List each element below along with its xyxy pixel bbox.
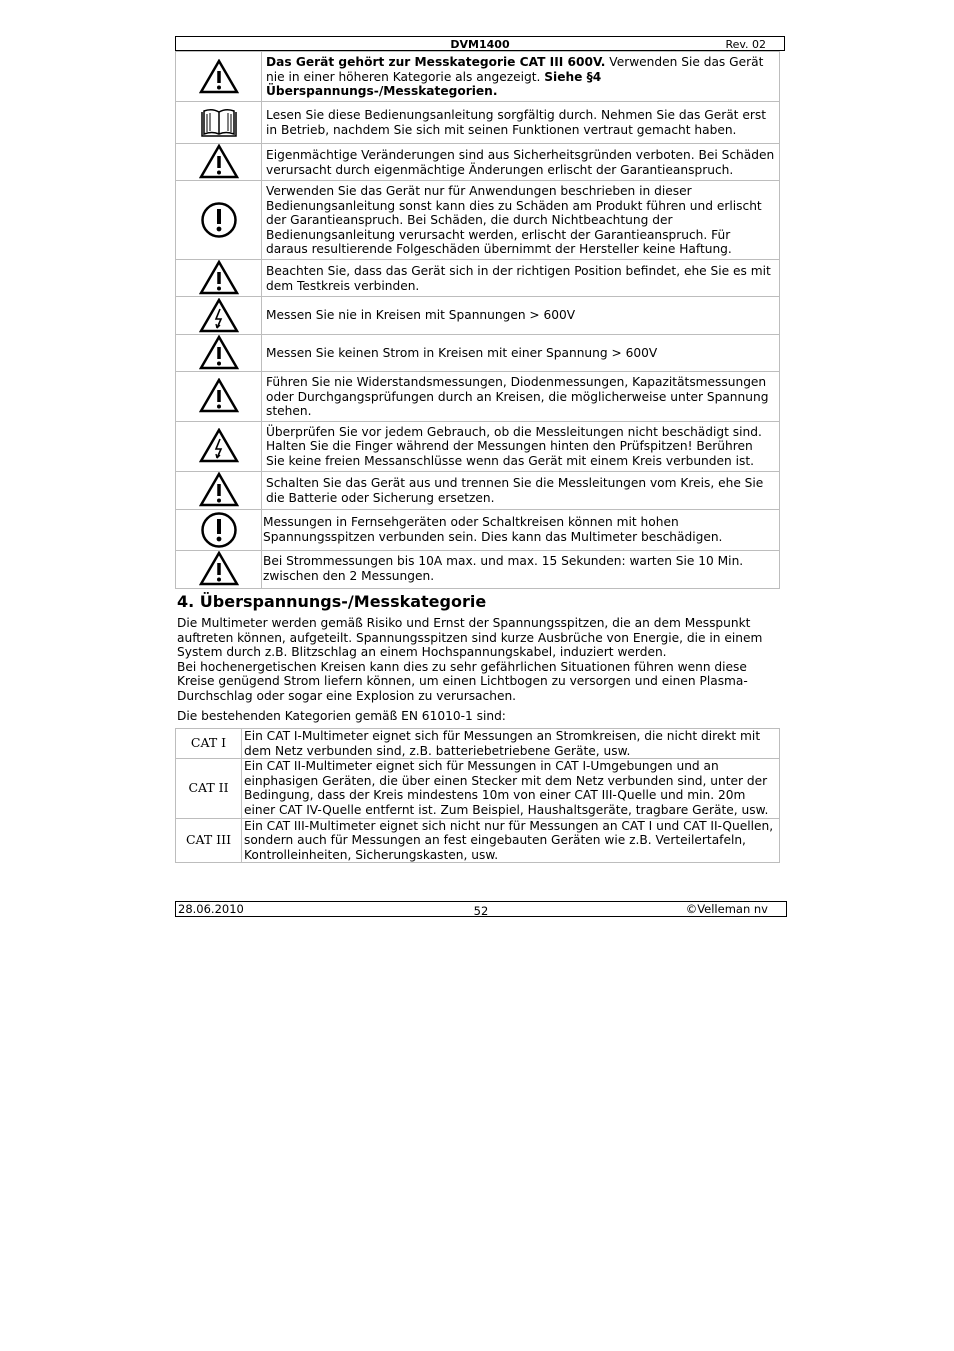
warning-triangle-icon [199, 335, 239, 371]
category-table [175, 728, 780, 863]
table-row [176, 759, 780, 818]
table-row [176, 144, 780, 181]
table-row [176, 509, 780, 550]
table-row [176, 335, 780, 372]
warning-triangle-icon [199, 59, 239, 95]
instruction-text: Bei Strommessungen bis 10A max. und max. 15 Sekunden: warten Sie 10 Min. zwischen den 2 Messungen. [262, 550, 780, 588]
category-label: CAT II [176, 759, 242, 818]
category-label: CAT III [176, 818, 242, 863]
table-row [176, 181, 780, 260]
table-row [176, 471, 780, 509]
paragraph: Die Multimeter werden gemäß Risiko und Ernst der Spannungsspitzen, die an dem Messpunkt auftreten können, aufgeteilt. Spannungsspitzen sind kurze Ausbrüche von Energie, die in einem System durch z.B. Blitzschlag an einem Hochspannungskabel, induziert werden. [177, 616, 763, 660]
high-voltage-triangle-icon [199, 428, 239, 464]
warning-triangle-icon [199, 144, 239, 180]
warning-triangle-icon [199, 472, 239, 508]
table-row [176, 52, 780, 102]
icon-cell [176, 102, 262, 144]
instruction-text: Führen Sie nie Widerstandsmessungen, Diodenmessungen, Kapazitätsmessungen oder Durchgangsprüfungen durch an Kreisen, die möglicherweise unter Spannung stehen. [262, 372, 780, 422]
safety-instructions-table [175, 51, 780, 589]
instruction-text: Beachten Sie, dass das Gerät sich in der richtigen Position befindet, ehe Sie es mit dem Testkreis verbinden. [262, 260, 780, 297]
paragraph: Die bestehenden Kategorien gemäß EN 61010-1 sind: [177, 708, 506, 723]
icon-cell [176, 421, 262, 471]
icon-cell [176, 181, 262, 260]
caution-circle-icon [200, 511, 238, 549]
icon-cell [176, 471, 262, 509]
page-footer [175, 901, 787, 917]
footer-date: 28.06.2010 [178, 902, 244, 916]
instruction-text: Schalten Sie das Gerät aus und trennen Sie die Messleitungen vom Kreis, ehe Sie die Batterie oder Sicherung ersetzen. [262, 471, 780, 509]
section-intro [177, 616, 777, 723]
page-number: 52 [473, 904, 489, 918]
instruction-text: Lesen Sie diese Bedienungsanleitung sorgfältig durch. Nehmen Sie das Gerät erst in Betrieb, nachdem Sie sich mit seinen Funktionen vertraut gemacht haben. [262, 102, 780, 144]
instruction-text: Das Gerät gehört zur Messkategorie CAT III 600V. Verwenden Sie das Gerät nie in einer höheren Kategorie als angezeigt. Siehe §4 Überspannungs-/Messkategorien. [262, 52, 780, 102]
table-row [176, 102, 780, 144]
table-row [176, 550, 780, 588]
section-heading: 4. Überspannungs-/Messkategorie [177, 592, 487, 611]
icon-cell [176, 372, 262, 422]
table-row [176, 421, 780, 471]
revision-label: Rev. 02 [725, 38, 766, 51]
instruction-text: Verwenden Sie das Gerät nur für Anwendungen beschrieben in dieser Bedienungsanleitung sonst kann dies zu Schäden am Produkt führen und erlischt der Garantieanspruch. Bei Schäden, die durch Nichtbeachtung der Bedienungsanleitung verursacht werden, erlischt der Garantieanspruch. Für daraus resultierende Folgeschäden übernimmt der Hersteller keine Haftung. [262, 181, 780, 260]
warning-triangle-icon [199, 551, 239, 587]
warning-triangle-icon [199, 260, 239, 296]
icon-cell [176, 297, 262, 335]
icon-cell [176, 509, 262, 550]
table-row [176, 260, 780, 297]
category-description: Ein CAT I-Multimeter eignet sich für Messungen an Stromkreisen, die nicht direkt mit dem Netz verbunden sind, z.B. batteriebetriebene Geräte, usw. [242, 729, 780, 759]
icon-cell [176, 144, 262, 181]
instruction-text: Messen Sie nie in Kreisen mit Spannungen > 600V [262, 297, 780, 335]
instruction-text: Eigenmächtige Veränderungen sind aus Sicherheitsgründen verboten. Bei Schäden verursacht durch eigenmächtige Änderungen erlischt der Garantieanspruch. [262, 144, 780, 181]
page-header [175, 36, 785, 51]
instruction-text: Messen Sie keinen Strom in Kreisen mit einer Spannung > 600V [262, 335, 780, 372]
instruction-text: Überprüfen Sie vor jedem Gebrauch, ob die Messleitungen nicht beschädigt sind. Halten Sie die Finger während der Messungen hinten den Prüfspitzen! Berühren Sie keine freien Messanschlüsse wenn das Gerät mit einem Kreis verbunden ist. [262, 421, 780, 471]
model-title: DVM1400 [450, 38, 510, 51]
icon-cell [176, 52, 262, 102]
category-label: CAT I [176, 729, 242, 759]
icon-cell [176, 335, 262, 372]
table-row [176, 818, 780, 863]
table-row [176, 372, 780, 422]
footer-copyright: ©Velleman nv [685, 902, 768, 916]
instruction-text: Messungen in Fernsehgeräten oder Schaltkreisen können mit hohen Spannungsspitzen verbunden sein. Dies kann das Multimeter beschädigen. [262, 509, 780, 550]
table-row [176, 729, 780, 759]
paragraph: Bei hochenergetischen Kreisen kann dies zu sehr gefährlichen Situationen führen wenn diese Kreise genügend Strom liefern können, um einen Lichtbogen zu versorgen und einen Plasma-Durchschlag oder sogar eine Explosion zu verursachen. [177, 659, 748, 703]
category-description: Ein CAT II-Multimeter eignet sich für Messungen in CAT I-Umgebungen und an einphasigen Geräten, die über einen Stecker mit dem Netz verbunden sind, unter der Bedingung, dass der Kreis mindestens 10m von einer CAT III-Quelle und min. 20m einer CAT IV-Quelle entfernt ist. Zum Beispiel, Haushaltsgeräte, tragbare Geräte, usw. [242, 759, 780, 818]
icon-cell [176, 260, 262, 297]
warning-triangle-icon [199, 378, 239, 414]
table-row [176, 297, 780, 335]
caution-circle-icon [200, 201, 238, 239]
icon-cell [176, 550, 262, 588]
high-voltage-triangle-icon [199, 298, 239, 334]
manual-book-icon [200, 108, 238, 138]
category-description: Ein CAT III-Multimeter eignet sich nicht nur für Messungen an CAT I und CAT II-Quellen, sondern auch für Messungen an fest eingebauten Geräten wie z.B. Verteilertafeln, Kontrolleinheiten, Sicherungskasten, usw. [242, 818, 780, 863]
